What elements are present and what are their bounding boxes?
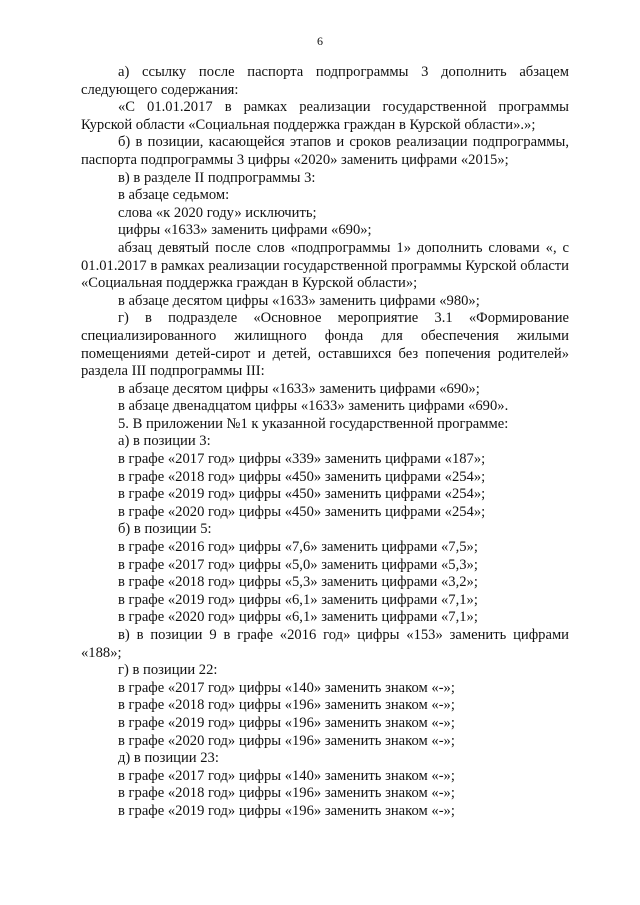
paragraph-point-5: 5. В приложении №1 к указанной государственной программе: — [118, 415, 509, 432]
paragraph-subpoint-b: б) в позиции, касающейся этапов и сроков реализации подпрограммы, паспорта подпрограммы 3 цифры «2020» заменить цифрами «2015»; — [81, 134, 569, 168]
paragraph-words-exclude: слова «к 2020 году» исключить; — [118, 204, 317, 221]
list-item: в графе «2020 год» цифры «196» заменить знаком «-»; — [118, 732, 455, 749]
list-item: в графе «2017 год» цифры «140» заменить знаком «-»; — [118, 679, 455, 696]
list-item: в графе «2019 год» цифры «196» заменить знаком «-»; — [118, 802, 455, 819]
list-item: в графе «2017 год» цифры «339» заменить цифрами «187»; — [118, 451, 486, 468]
paragraph-position-22: г) в позиции 22: — [118, 662, 218, 679]
paragraph-subpoint-g: г) в подразделе «Основное мероприятие 3.1 «Формирование специализированного жилищного фонда для обеспечения жилыми помещениями детей-сирот и детей, оставшихся без попечения родителей» раздела III подпрограммы III: — [81, 310, 569, 380]
list-item: в графе «2020 год» цифры «450» заменить цифрами «254»; — [118, 503, 486, 520]
list-item: в графе «2019 год» цифры «450» заменить цифрами «254»; — [118, 486, 486, 503]
paragraph-position-9: в) в позиции 9 в графе «2016 год» цифры «153» заменить цифрами «188»; — [81, 627, 569, 661]
list-item: в графе «2019 год» цифры «196» заменить знаком «-»; — [118, 714, 455, 731]
paragraph-digits-replace: цифры «1633» заменить цифрами «690»; — [118, 222, 372, 239]
paragraph-tenth-abzac-690: в абзаце десятом цифры «1633» заменить цифрами «690»; — [118, 380, 480, 397]
list-item: в графе «2016 год» цифры «7,6» заменить цифрами «7,5»; — [118, 539, 478, 556]
list-item: в графе «2018 год» цифры «450» заменить цифрами «254»; — [118, 468, 486, 485]
paragraph-position-5: б) в позиции 5: — [118, 521, 212, 538]
paragraph-position-23: д) в позиции 23: — [118, 750, 219, 767]
page-number: 6 — [317, 34, 323, 48]
paragraph-twelfth-abzac: в абзаце двенадцатом цифры «1633» заменить цифрами «690». — [118, 398, 509, 415]
paragraph-position-3: а) в позиции 3: — [118, 433, 211, 450]
paragraph-quoted-insert: «С 01.01.2017 в рамках реализации государственной программы Курской области «Социальная поддержка граждан в Курской области».»; — [81, 99, 569, 133]
list-item: в графе «2017 год» цифры «140» заменить знаком «-»; — [118, 767, 455, 784]
paragraph-subpoint-a-intro: а) ссылку после паспорта подпрограммы 3 дополнить абзацем следующего содержания: — [81, 64, 569, 98]
paragraph-seventh-abzac: в абзаце седьмом: — [118, 187, 230, 204]
paragraph-ninth-abzac: абзац девятый после слов «подпрограммы 1» дополнить словами «, с 01.01.2017 в рамках реализации государственной программы Курской области «Социальная поддержка граждан в Курской области»; — [81, 239, 569, 292]
list-item: в графе «2018 год» цифры «196» заменить знаком «-»; — [118, 697, 455, 714]
list-item: в графе «2018 год» цифры «196» заменить знаком «-»; — [118, 785, 455, 802]
paragraph-subpoint-v: в) в разделе II подпрограммы 3: — [118, 169, 316, 186]
list-item: в графе «2020 год» цифры «6,1» заменить цифрами «7,1»; — [118, 609, 478, 626]
list-item: в графе «2019 год» цифры «6,1» заменить цифрами «7,1»; — [118, 591, 478, 608]
paragraph-tenth-abzac: в абзаце десятом цифры «1633» заменить цифрами «980»; — [118, 292, 480, 309]
list-item: в графе «2018 год» цифры «5,3» заменить цифрами «3,2»; — [118, 574, 478, 591]
list-item: в графе «2017 год» цифры «5,0» заменить цифрами «5,3»; — [118, 556, 478, 573]
document-body — [81, 64, 569, 821]
